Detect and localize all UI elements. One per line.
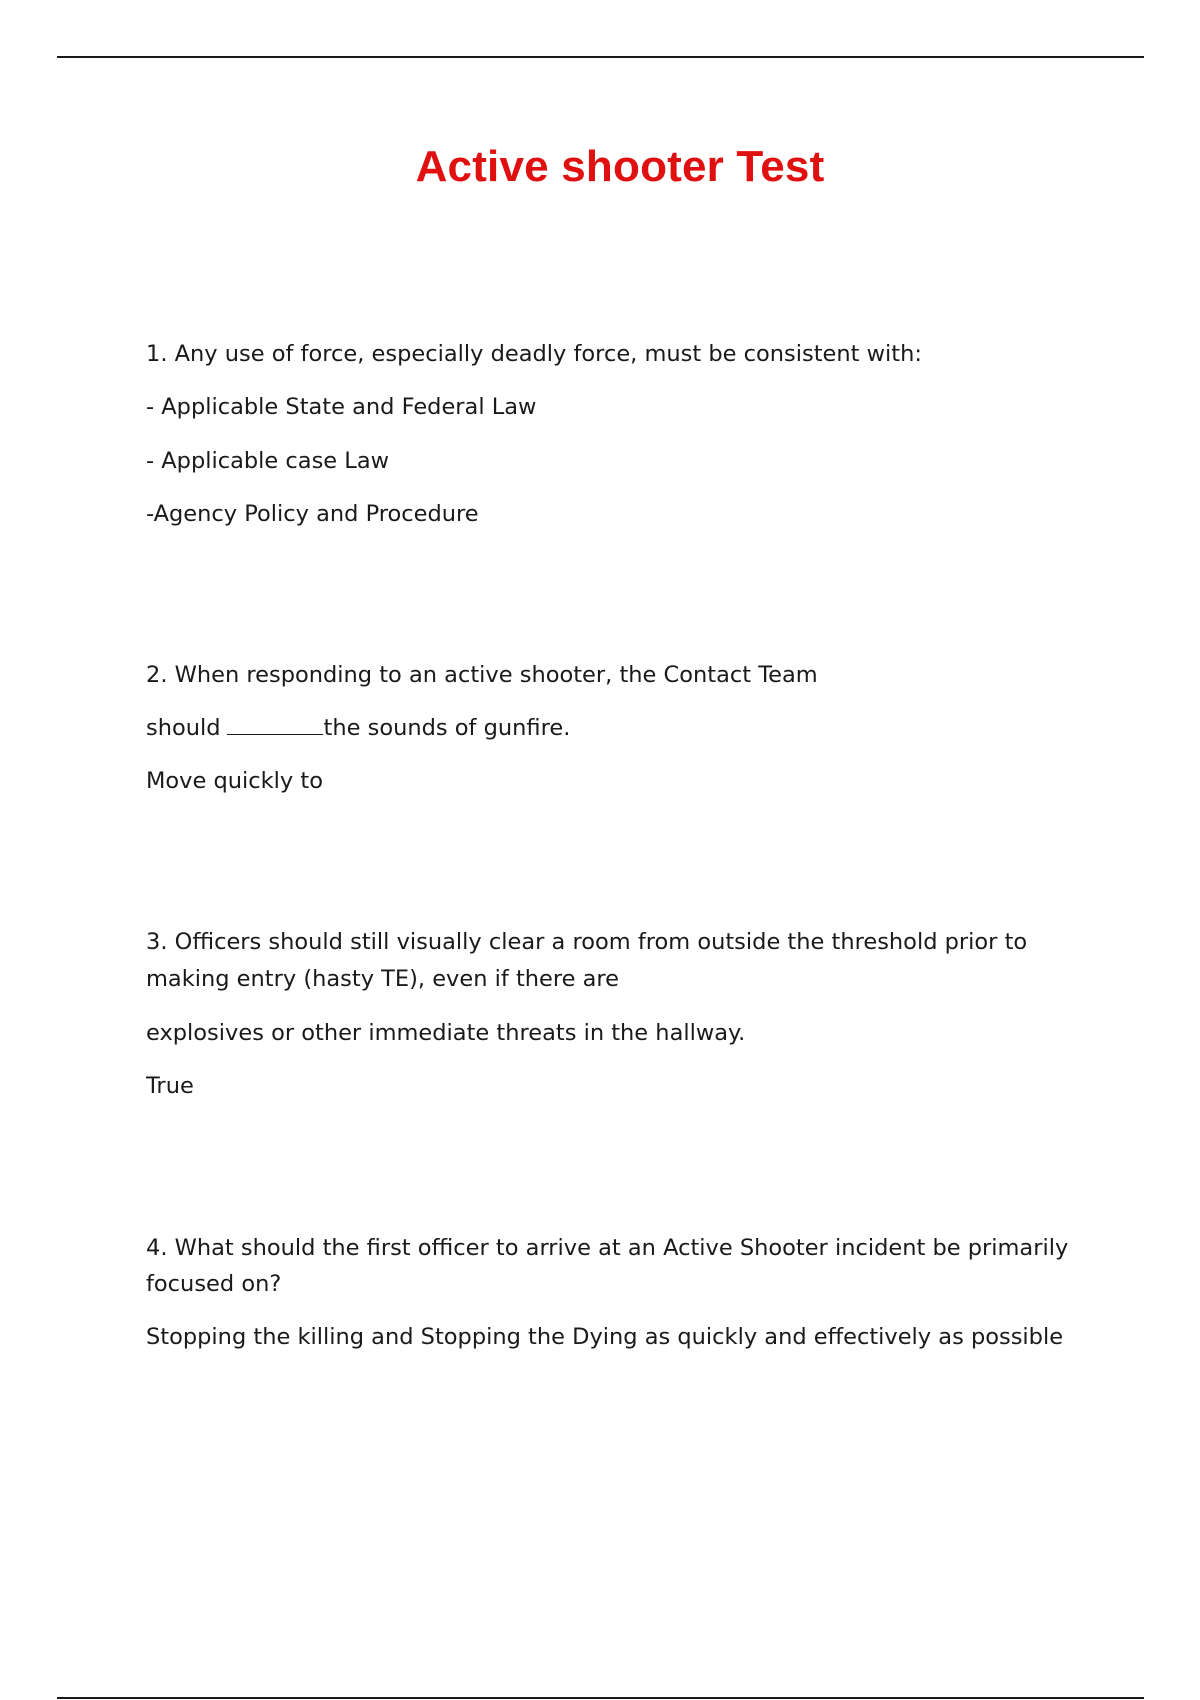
question-1-answer-3: -Agency Policy and Procedure [146,501,479,527]
bottom-rule [57,1697,1144,1699]
fill-in-blank [227,716,323,735]
question-3-line-3: explosives or other immediate threats in the hallway. [146,1020,746,1046]
question-4-answer: Stopping the killing and Stopping the Dying as quickly and effectively as possible [146,1324,1064,1350]
question-2-after-blank: the sounds of gunfire. [323,715,571,741]
top-rule [57,56,1144,58]
question-3-line-1: 3. Officers should still visually clear a room from outside the threshold prior to [146,929,1028,955]
question-4-line-1: 4. What should the first officer to arrive at an Active Shooter incident be primarily [146,1235,1069,1261]
document-title: Active shooter Test [415,142,825,191]
question-2-line-1: 2. When responding to an active shooter, the Contact Team [146,662,818,688]
question-3-answer: True [146,1073,194,1099]
question-2-answer: Move quickly to [146,768,323,794]
question-1-answer-1: - Applicable State and Federal Law [146,394,537,420]
question-4-line-2: focused on? [146,1271,282,1297]
question-1: 1. Any use of force, especially deadly force, must be consistent with: [146,341,922,367]
question-1-answer-2: - Applicable case Law [146,448,390,474]
question-2-before-blank: should [146,715,221,741]
question-2-line-2 [146,710,570,746]
question-3-line-2: making entry (hasty TE), even if there are [146,966,620,992]
